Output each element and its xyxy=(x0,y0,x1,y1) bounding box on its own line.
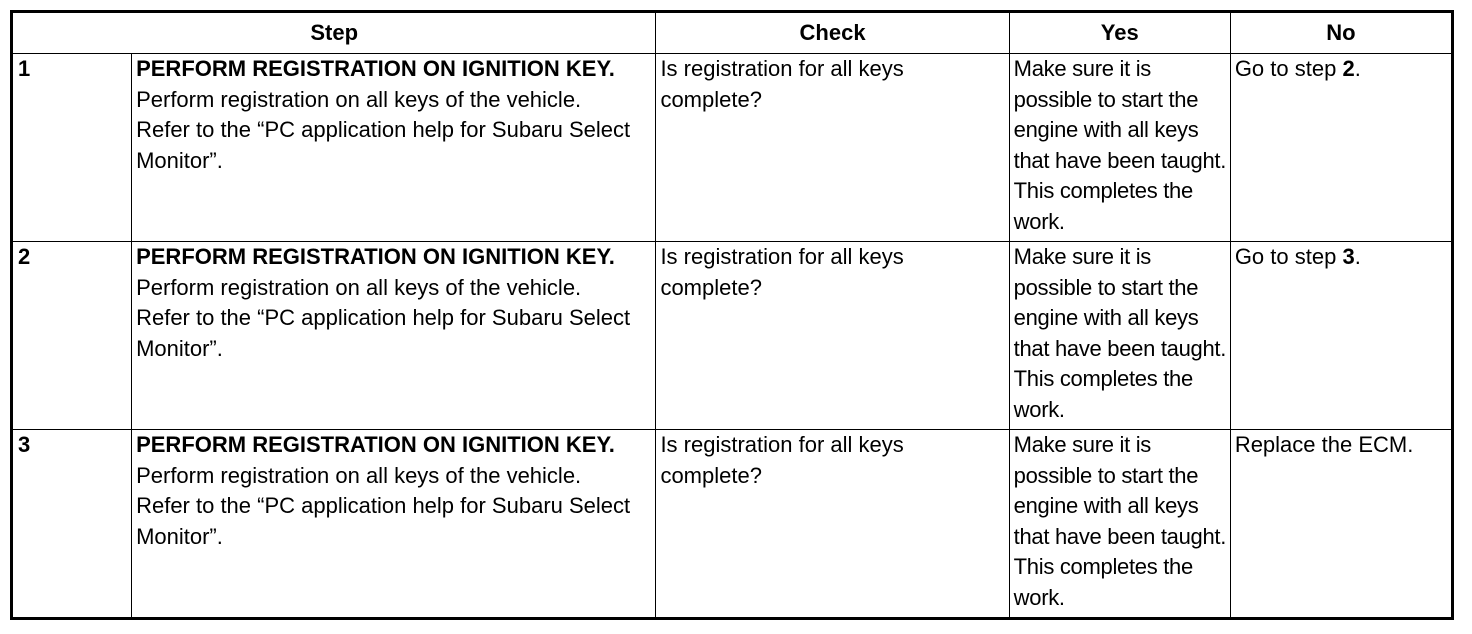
header-row xyxy=(12,12,1453,54)
no-text: Go to step xyxy=(1234,244,1343,269)
header-step: Step xyxy=(12,12,656,54)
header-check: Check xyxy=(656,12,1009,54)
table-header xyxy=(12,12,1453,54)
step-body: Perform registration on all keys of the vehicle. xyxy=(136,462,582,488)
no-suffix: . xyxy=(1354,244,1361,269)
step-reference: Refer to the “PC application help for Subaru Select Monitor”. xyxy=(136,493,631,549)
yes-cell: Make sure it is possible to start the engine with all keys that have been taught. This completes the work. xyxy=(1009,430,1230,619)
check-cell: Is registration for all keys complete? xyxy=(656,242,1009,430)
table-row xyxy=(12,54,1453,242)
step-description xyxy=(132,54,656,242)
no-step-link[interactable]: 2 xyxy=(1342,56,1355,81)
no-text: Replace the ECM. xyxy=(1234,432,1414,457)
step-reference: Refer to the “PC application help for Subaru Select Monitor”. xyxy=(136,305,631,361)
header-no: No xyxy=(1230,12,1452,54)
step-description xyxy=(132,242,656,430)
no-cell xyxy=(1230,242,1452,430)
step-body: Perform registration on all keys of the vehicle. xyxy=(136,274,582,300)
step-title: PERFORM REGISTRATION ON IGNITION KEY. xyxy=(136,56,615,81)
table-row xyxy=(12,242,1453,430)
table-body xyxy=(12,54,1453,619)
step-number: 1 xyxy=(12,54,132,242)
check-cell: Is registration for all keys complete? xyxy=(656,430,1009,619)
no-cell xyxy=(1230,54,1452,242)
diagnostic-procedure-table xyxy=(10,10,1454,620)
step-description xyxy=(132,430,656,619)
yes-cell: Make sure it is possible to start the engine with all keys that have been taught. This completes the work. xyxy=(1009,54,1230,242)
step-number: 3 xyxy=(12,430,132,619)
no-suffix: . xyxy=(1354,56,1361,81)
step-body: Perform registration on all keys of the vehicle. xyxy=(136,86,582,112)
no-step-link[interactable]: 3 xyxy=(1342,244,1355,269)
header-yes: Yes xyxy=(1009,12,1230,54)
no-cell xyxy=(1230,430,1452,619)
step-number: 2 xyxy=(12,242,132,430)
check-cell: Is registration for all keys complete? xyxy=(656,54,1009,242)
yes-cell: Make sure it is possible to start the engine with all keys that have been taught. This completes the work. xyxy=(1009,242,1230,430)
step-reference: Refer to the “PC application help for Subaru Select Monitor”. xyxy=(136,117,631,173)
step-title: PERFORM REGISTRATION ON IGNITION KEY. xyxy=(136,244,615,269)
step-title: PERFORM REGISTRATION ON IGNITION KEY. xyxy=(136,432,615,457)
table-row xyxy=(12,430,1453,619)
no-text: Go to step xyxy=(1234,56,1343,81)
